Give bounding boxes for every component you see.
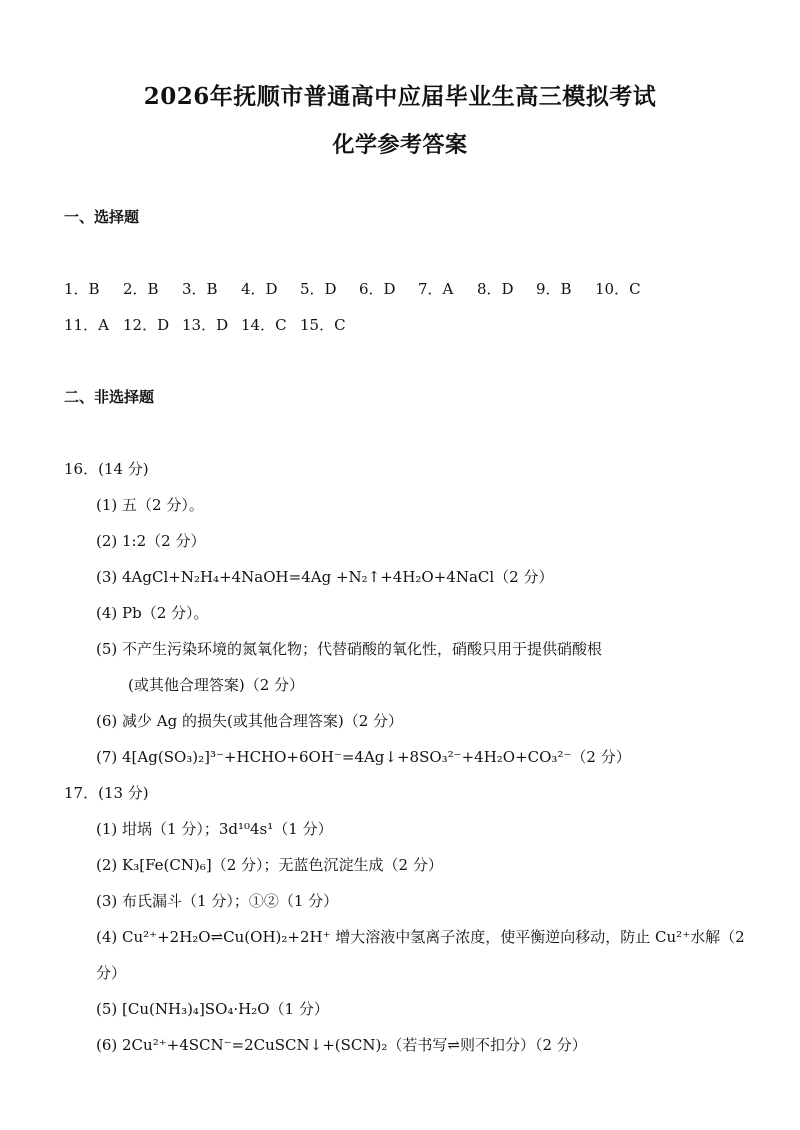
answer-5: 5．D [300, 280, 337, 298]
page-title: 2026年抚顺市普通高中应届毕业生高三模拟考试 [143, 83, 657, 110]
q16-part-4: (4) Pb（2 分）。 [96, 604, 209, 622]
answer-2: 2．B [123, 280, 159, 298]
answer-9: 9．B [536, 280, 572, 298]
q16-part-5-continued: (或其他合理答案)（2 分） [128, 676, 305, 694]
page-subtitle: 化学参考答案 [332, 132, 468, 158]
section-heading-choice: 一、选择题 [64, 208, 140, 226]
q17-part-6: (6) 2Cu²⁺+4SCN⁻=2CuSCN↓+(SCN)₂（若书写⇌则不扣分）（2 分） [96, 1036, 587, 1054]
answer-3: 3．B [182, 280, 218, 298]
answer-12: 12．D [123, 316, 170, 334]
q17-part-1: (1) 坩埚（1 分）；3d¹⁰4s¹（1 分） [96, 820, 333, 838]
q17-part-4-continued: 分） [96, 964, 127, 982]
q17-part-5: (5) [Cu(NH₃)₄]SO₄·H₂O（1 分） [96, 1000, 329, 1018]
answer-row-2 [64, 314, 359, 335]
answer-row-1 [64, 278, 654, 299]
q16-part-5: (5) 不产生污染环境的氮氧化物；代替硝酸的氧化性，硝酸只用于提供硝酸根 [96, 640, 603, 658]
section-heading-nonchoice: 二、非选择题 [64, 388, 155, 406]
answer-7: 7．A [418, 280, 454, 298]
q17-header: 17．(13 分) [64, 784, 149, 802]
answer-4: 4．D [241, 280, 278, 298]
answer-11: 11．A [64, 316, 109, 334]
q17-part-2: (2) K₃[Fe(CN)₆]（2 分）；无蓝色沉淀生成（2 分） [96, 856, 443, 874]
q16-header: 16．(14 分) [64, 460, 149, 478]
q17-part-3: (3) 布氏漏斗（1 分）；①②（1 分） [96, 892, 339, 910]
answer-10: 10．C [595, 280, 641, 298]
answer-8: 8．D [477, 280, 514, 298]
answer-15: 15．C [300, 316, 346, 334]
q16-part-3: (3) 4AgCl+N₂H₄+4NaOH=4Ag +N₂↑+4H₂O+4NaCl（2 分） [96, 568, 554, 586]
q16-part-6: (6) 减少 Ag 的损失(或其他合理答案)（2 分） [96, 712, 404, 730]
answer-1: 1．B [64, 280, 100, 298]
answer-6: 6．D [359, 280, 396, 298]
answer-14: 14．C [241, 316, 287, 334]
q16-part-7: (7) 4[Ag(SO₃)₂]³⁻+HCHO+6OH⁻=4Ag↓+8SO₃²⁻+4H₂O+CO₃²⁻（2 分） [96, 748, 631, 766]
q16-part-1: (1) 五（2 分）。 [96, 496, 204, 514]
answer-13: 13．D [182, 316, 229, 334]
q16-part-2: (2) 1:2（2 分） [96, 532, 206, 550]
q17-part-4: (4) Cu²⁺+2H₂O⇌Cu(OH)₂+2H⁺ 增大溶液中氢离子浓度，使平衡逆向移动，防止 Cu²⁺水解（2 [96, 928, 745, 946]
